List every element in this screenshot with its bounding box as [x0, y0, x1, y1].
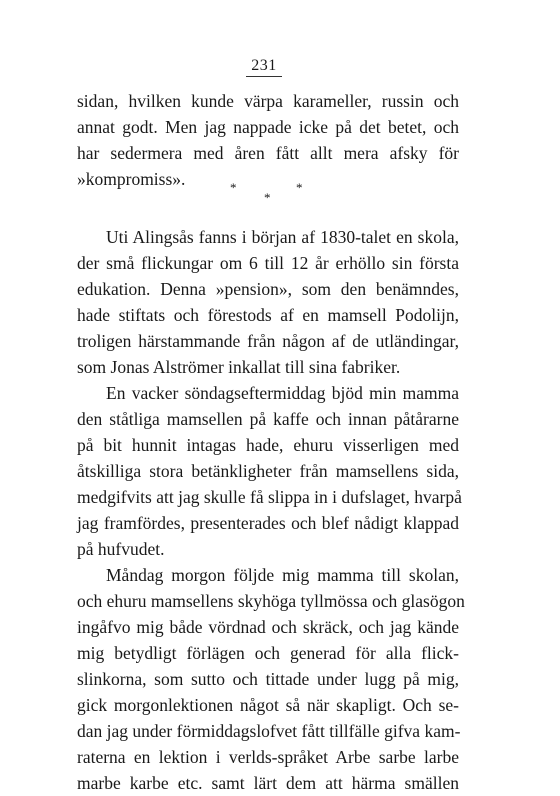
text-line: marbe karbe etc. samt lärt dem att härma smällen [77, 773, 459, 793]
text-line: dan jag under förmiddagslofvet fått tillfälle gifva kam- [77, 721, 461, 741]
text-line: på hufvudet. [77, 539, 165, 559]
text-line: gick morgonlektionen något så när skapligt. Och se- [77, 695, 459, 715]
text-line: mig betydligt förlägen och generad för alla flick- [77, 643, 459, 663]
text-line: raterna en lektion i verlds-språket Arbe sarbe larbe [77, 747, 459, 767]
text-line: medgifvits att jag skulle få slippa in i dufslaget, hvarpå [77, 487, 462, 507]
text-line: ingåfvo mig både vördnad och skräck, och jag kände [77, 617, 459, 637]
text-line: der små flickungar om 6 till 12 år erhöllo sin första [77, 253, 459, 273]
asterisk: * [264, 190, 271, 205]
text-line: har sedermera med åren fått allt mera afsky för [77, 143, 459, 163]
text-line: åtskilliga stora betänkligheter från mamsellens sida, [77, 461, 459, 481]
text-line: annat godt. Men jag nappade icke på det betet, och [77, 117, 459, 137]
text-line: Måndag morgon följde mig mamma till skolan, [106, 565, 459, 585]
section-break-asterism [230, 180, 310, 210]
asterisk: * [230, 180, 237, 195]
text-line: slinkorna, som sutto och tittade under lugg på mig, [77, 669, 459, 689]
asterisk: * [296, 180, 303, 195]
page-number: 231 [251, 57, 277, 74]
text-line: En vacker söndagseftermiddag bjöd min mamma [106, 383, 459, 403]
text-line: som Jonas Alströmer inkallat till sina fabriker. [77, 357, 401, 377]
text-line: hade stiftats och förestods af en mamsell Podolijn, [77, 305, 459, 325]
text-line: och ehuru mamsellens skyhöga tyllmössa och glasögon [77, 591, 465, 611]
text-line: »kompromiss». [77, 169, 186, 189]
text-line: jag framfördes, presenterades och blef nådigt klappad [77, 513, 459, 533]
text-line: sidan, hvilken kunde värpa karameller, russin och [77, 91, 459, 111]
text-line: på bit hunnit intagas hade, ehuru visserligen med [77, 435, 459, 455]
text-line: edukation. Denna »pension», som den benämndes, [77, 279, 459, 299]
page-number-rule [246, 76, 282, 77]
text-line: Uti Alingsås fanns i början af 1830-talet en skola, [106, 227, 459, 247]
text-line: den ståtliga mamsellen på kaffe och innan påtårarne [77, 409, 459, 429]
text-line: troligen härstammande från någon af de utländingar, [77, 331, 459, 351]
